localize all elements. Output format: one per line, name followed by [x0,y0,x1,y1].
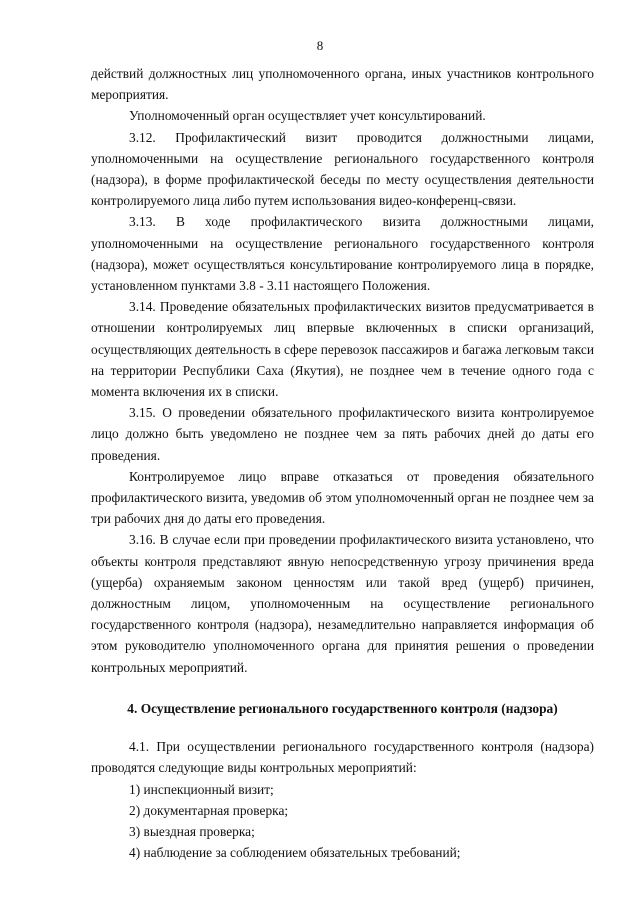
paragraph: Уполномоченный орган осуществляет учет консультирований. [129,108,486,124]
paragraph-3-13: 3.13. В ходе профилактического визита должностными лицами, уполномоченными на осуществление регионального государственного контроля (надзора), может осуществляться консультирование контролируемого лица в порядке, установленном пунктами 3.8 - 3.11 настоящего Положения. [91,214,594,294]
document-body [91,63,594,863]
list-item: 2) документарная проверка; [129,802,289,818]
page-number: 8 [316,38,324,53]
paragraph-4-1: 4.1. При осуществлении регионального государственного контроля (надзора) проводятся следующие виды контрольных мероприятий: [91,739,594,776]
paragraph-3-16: 3.16. В случае если при проведении профилактического визита установлено, что объекты контроля представляют явную непосредственную угрозу причинения вреда (ущерба) охраняемым законом ценностям или такой вред (ущерб) причинен, должностным лицом, уполномоченным на осуществление регионального государственного контроля (надзора), незамедлительно направляется информация об этом руководителю уполномоченного органа для принятия решения о проведении контрольных мероприятий. [91,532,594,675]
list-item: 1) инспекционный визит; [129,781,274,797]
paragraph-3-15: 3.15. О проведении обязательного профилактического визита контролируемое лицо должно быть уведомлено не позднее чем за пять рабочих дней до даты его проведения. [91,405,594,463]
list-item: 3) выездная проверка; [129,823,255,839]
control-measures-list [91,779,594,864]
paragraph: Контролируемое лицо вправе отказаться от проведения обязательного профилактического визита, уведомив об этом уполномоченный орган не позднее чем за три рабочих дня до даты его проведения. [91,468,594,527]
paragraph-3-14: 3.14. Проведение обязательных профилактических визитов предусматривается в отношении контролируемых лиц впервые включенных в списки организаций, осуществляющих деятельность в сфере перевозок пассажиров и багажа легковым такси на территории Республики Саха (Якутия), не позднее чем в течение одного года с момента включения их в списки. [91,299,594,400]
list-item: 4) наблюдение за соблюдением обязательных требований; [129,845,461,861]
paragraph-3-12: 3.12. Профилактический визит проводится должностными лицами, уполномоченными на осуществление регионального государственного контроля (надзора), в форме профилактической беседы по месту осуществления деятельности контролируемого лица либо путем использования видео-конференц-связи. [91,129,594,209]
paragraph: действий должностных лиц уполномоченного органа, иных участников контрольного мероприятия. [91,66,594,103]
section-heading: 4. Осуществление регионального государственного контроля (надзора) [127,700,558,716]
